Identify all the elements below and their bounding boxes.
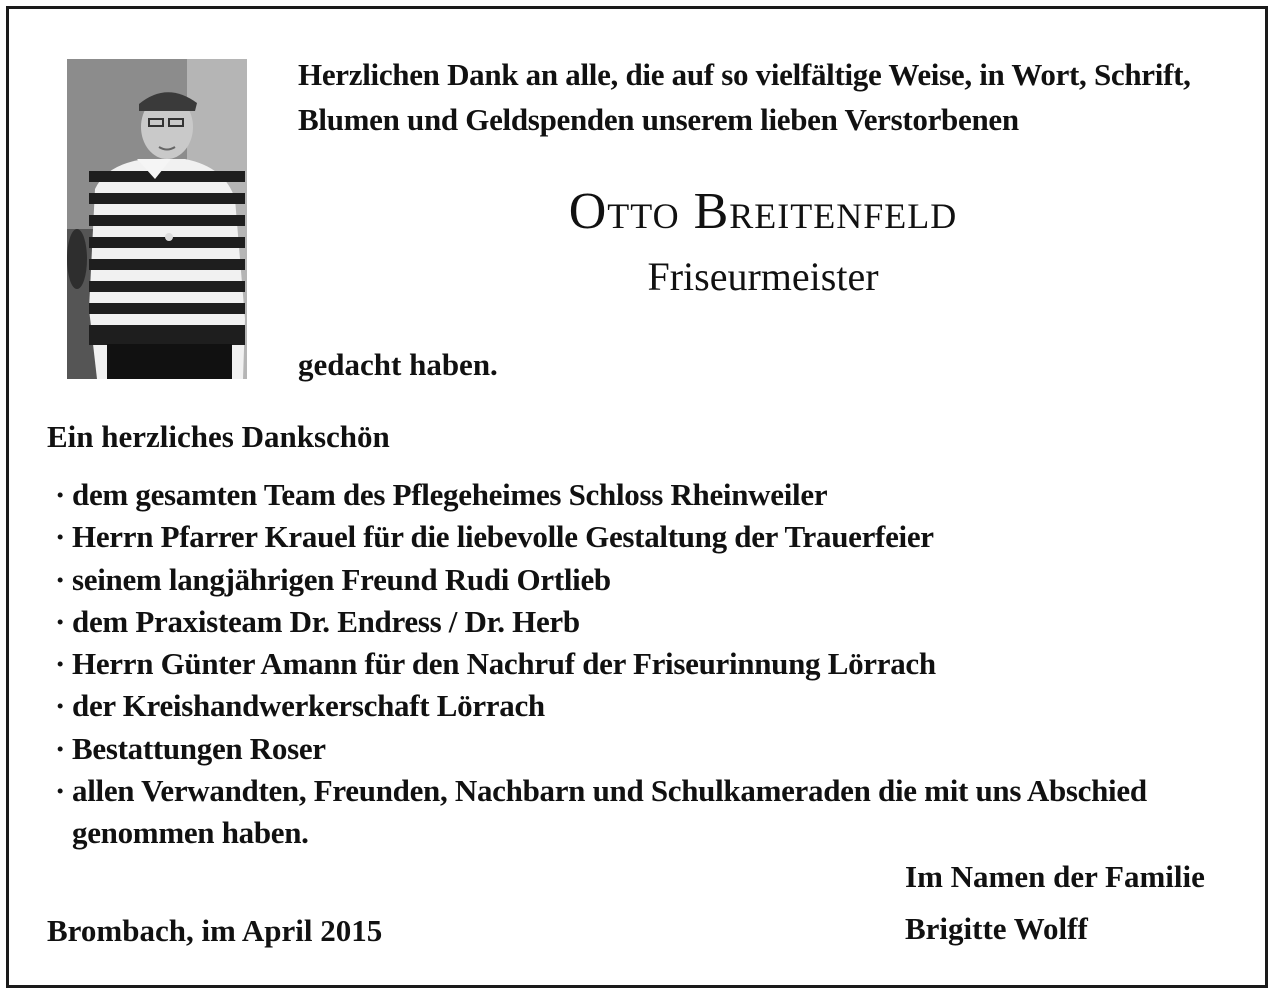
- thanks-list: [55, 474, 1250, 855]
- list-item: [55, 770, 1250, 855]
- list-item: [55, 516, 1250, 558]
- bullet: ·: [55, 688, 66, 724]
- bullet: ·: [55, 646, 66, 682]
- list-item: [55, 643, 1250, 685]
- intro-line-2: Blumen und Geldspenden unserem lieben Verstorbenen: [298, 102, 1019, 137]
- list-item-text: Herrn Pfarrer Krauel für die liebevolle Gestaltung der Trauerfeier: [72, 519, 934, 555]
- bullet: ·: [55, 773, 66, 809]
- list-item-text: Bestattungen Roser: [72, 730, 326, 766]
- list-item-text: dem gesamten Team des Pflegeheimes Schloss Rheinweiler: [72, 477, 828, 512]
- list-item-text: allen Verwandten, Freunden, Nachbarn und Schulkameraden die mit uns Abschied genommen haben.: [72, 773, 1147, 851]
- signoff: [905, 854, 1205, 951]
- intro-line-1: Herzlichen Dank an alle, die auf so vielfältige Weise, in Wort, Schrift,: [298, 57, 1191, 92]
- place-date: Brombach, im April 2015: [47, 913, 383, 948]
- list-item-text: seinem langjährigen Freund Rudi Ortlieb: [72, 561, 611, 597]
- portrait-photo: [67, 59, 247, 379]
- intro-end: gedacht haben.: [298, 347, 498, 382]
- thanks-heading: Ein herzliches Dankschön: [47, 419, 390, 454]
- bullet: ·: [55, 603, 66, 639]
- bullet: ·: [55, 477, 66, 512]
- list-item: [55, 559, 1250, 601]
- list-item: [55, 474, 1250, 516]
- deceased-profession: Friseurmeister: [647, 254, 879, 299]
- signer-name: Brigitte Wolff: [905, 911, 1088, 946]
- bullet: ·: [55, 561, 66, 597]
- portrait-illustration: [67, 59, 247, 379]
- list-item: [55, 685, 1250, 727]
- on-behalf-text: Im Namen der Familie: [905, 859, 1205, 894]
- bullet: ·: [55, 730, 66, 766]
- list-item-text: der Kreishandwerkerschaft Lörrach: [72, 688, 545, 724]
- intro-text: [298, 52, 1248, 142]
- list-item: [55, 601, 1250, 643]
- deceased-name: Otto Breitenfeld: [568, 183, 958, 240]
- list-item-text: dem Praxisteam Dr. Endress / Dr. Herb: [72, 603, 580, 639]
- list-item: [55, 728, 1250, 770]
- list-item-text: Herrn Günter Amann für den Nachruf der Friseurinnung Lörrach: [72, 646, 936, 682]
- bullet: ·: [55, 519, 66, 555]
